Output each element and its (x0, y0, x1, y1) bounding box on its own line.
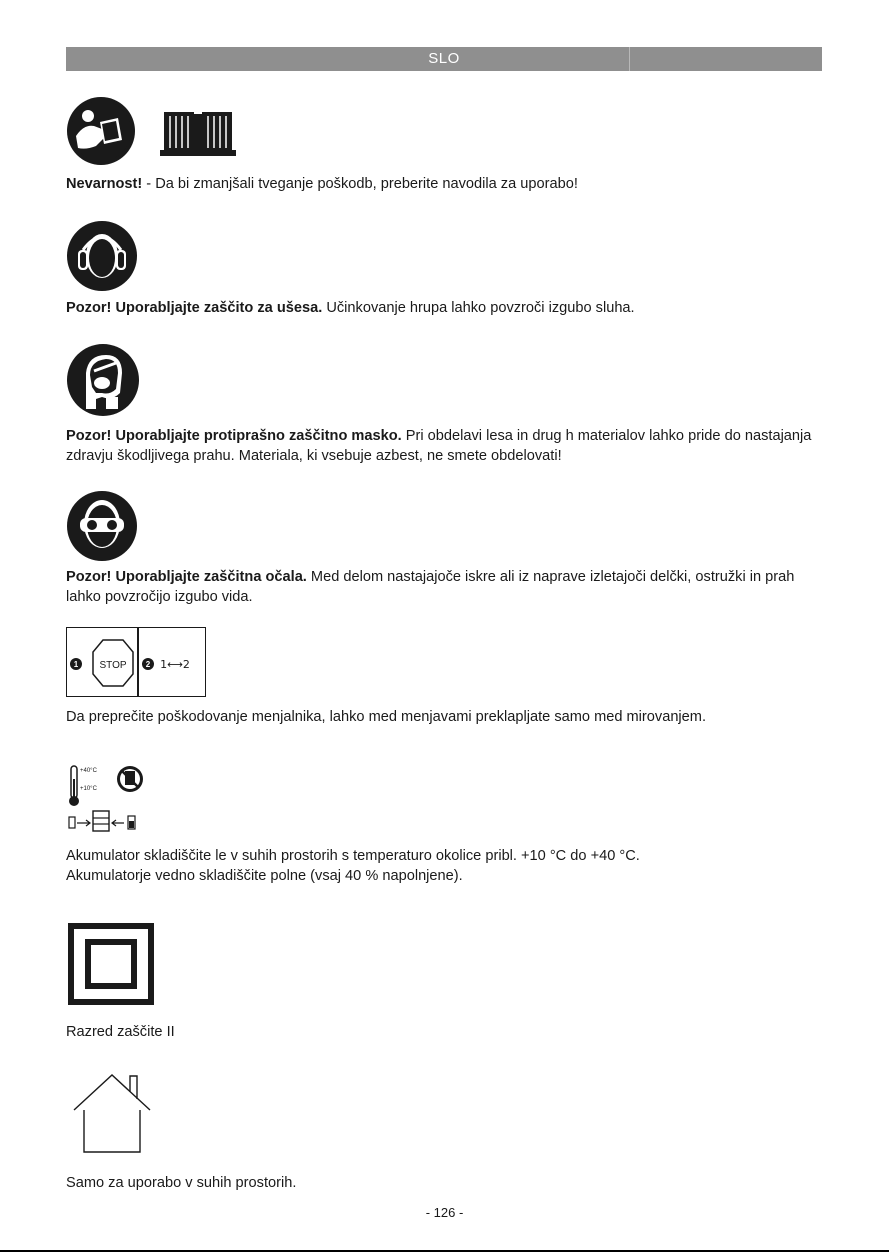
step-2-number: 2 (145, 660, 151, 669)
gear-shift-graphic (67, 628, 207, 698)
gear-shift-pictogram (66, 627, 206, 697)
battery-storage-text (66, 846, 846, 886)
bottom-rule (0, 1250, 889, 1252)
battery-line-2: Akumulatorje vedno skladiščite polne (vsaj 40 % napolnjene). (66, 868, 463, 884)
indoor-use-house-icon (72, 1072, 154, 1156)
section-text: Samo za uporabo v suhih prostorih. (66, 1175, 297, 1191)
language-code: SLO (428, 50, 460, 67)
dust-mask-icon (66, 343, 140, 417)
protection-class-text (66, 1022, 466, 1042)
section-text: Da preprečite poškodovanje menjalnika, lahko med menjavami preklapljate samo med mirovanjem. (66, 709, 707, 725)
section-text: Med delom nastajajoče iskre ali iz naprave izletajoči delčki, ostružki in prah lahko povzročijo izgubo vida. (66, 569, 795, 605)
section-bold: Nevarnost! (66, 176, 143, 192)
shift-label: 1⟷2 (160, 658, 190, 671)
danger-read-manual-text (66, 174, 826, 194)
battery-storage-icon (66, 763, 146, 833)
section-text: - Da bi zmanjšali tveganje poškodb, preberite navodila za uporabo! (142, 176, 578, 192)
section-bold: Pozor! Uporabljajte zaščitna očala. (66, 569, 307, 585)
gear-shift-text (66, 707, 846, 727)
read-manual-person-icon (66, 96, 136, 166)
temp-min-label: +10°C (80, 786, 97, 792)
protection-class-2-icon (68, 923, 154, 1005)
section-bold: Pozor! Uporabljajte protiprašno zaščitno masko. (66, 428, 402, 444)
section-text: Pri obdelavi lesa in drug h materialov lahko pride do nastajanja zdravju škodljivega prahu. Materiala, ki vsebuje azbest, ne smete obdelovati! (66, 428, 812, 464)
page-number: - 126 - (425, 1205, 464, 1220)
safety-goggles-text (66, 567, 826, 607)
ear-protection-icon (66, 220, 138, 292)
charger-icon (93, 811, 109, 831)
language-header-bar (66, 47, 822, 71)
battery-line-1: Akumulator skladiščite le v suhih prostorih s temperaturo okolice pribl. +10 °C do +40 °C. (66, 848, 640, 864)
section-bold: Pozor! Uporabljajte zaščito za ušesa. (66, 300, 323, 316)
ear-protection-text (66, 298, 826, 318)
dust-mask-text (66, 426, 826, 466)
section-text: Učinkovanje hrupa lahko povzroči izgubo sluha. (322, 300, 635, 316)
step-1-number: 1 (73, 660, 79, 669)
safety-goggles-icon (66, 490, 138, 562)
manual-book-icon (160, 108, 236, 158)
temp-max-label: +40°C (80, 768, 97, 774)
section-text: Razred zaščite II (66, 1024, 175, 1040)
stop-label: STOP (99, 660, 127, 671)
battery-icon (69, 817, 75, 828)
dry-rooms-text (66, 1173, 466, 1193)
